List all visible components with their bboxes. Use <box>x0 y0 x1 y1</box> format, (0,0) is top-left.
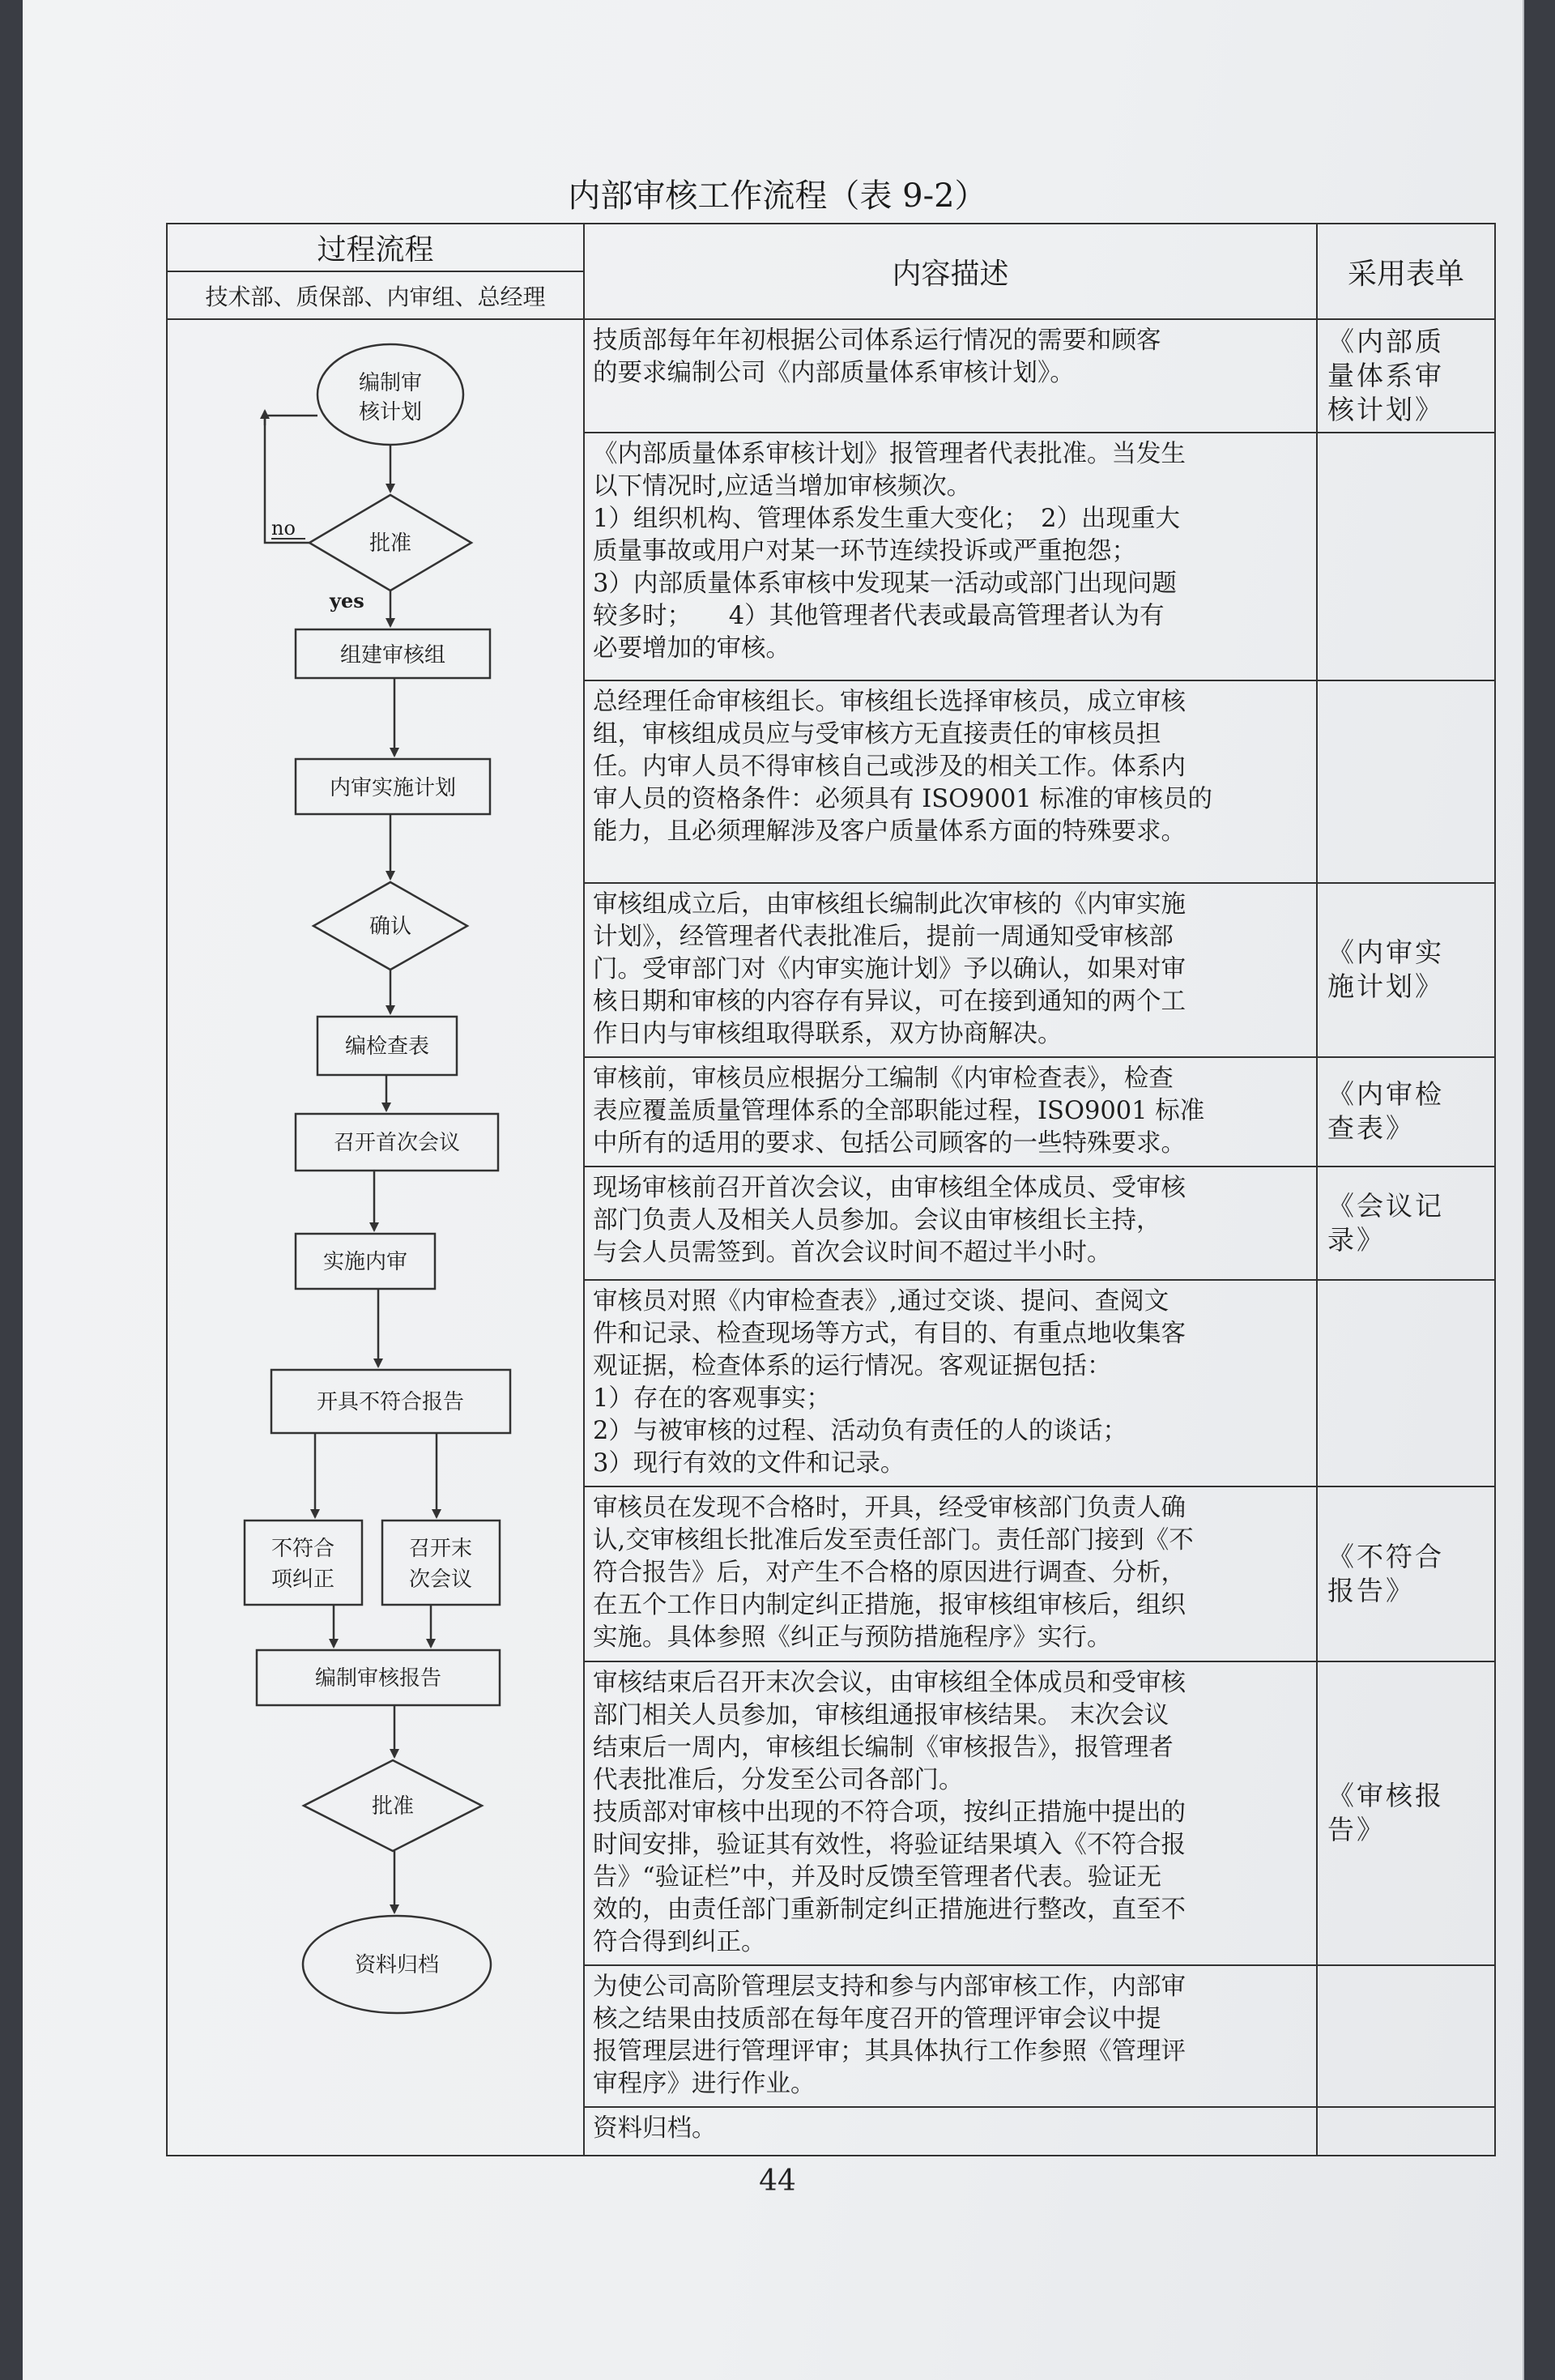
description-row-1: 技质部每年年初根据公司体系运行情况的需要和顾客 的要求编制公司《内部质量体系审核计划》。 <box>584 319 1317 433</box>
header-description: 内容描述 <box>584 224 1317 319</box>
header-departments: 技术部、质保部、内审组、总经理 <box>167 271 584 319</box>
form-row-1: 《内部质 量体系审 核计划》 <box>1317 319 1495 433</box>
flowchart-cell <box>167 319 584 2156</box>
plan-label-1: 编制审 <box>358 371 423 395</box>
checklist-label: 编检查表 <box>344 1034 430 1059</box>
description-row-5: 审核前，审核员应根据分工编制《内审检查表》，检查 表应覆盖质量管理体系的全部职能过程，ISO9001 标准 中所有的适用的要求、包括公司顾客的一些特殊要求。 <box>584 1057 1317 1167</box>
form-team-label: 组建审核组 <box>339 643 446 668</box>
closing-meeting-label-1: 召开末 <box>408 1537 473 1561</box>
description-row-3: 总经理任命审核组长。审核组长选择审核员，成立审核 组，审核组成员应与受审核方无直接责任的审核员担 任。内审人员不得审核自己或涉及的相关工作。体系内 审人员的资格条件：必须具有 ISO9001 标准的审核员的 能力，且必须理解涉及客户质量体系方面的特殊要求。 <box>584 680 1317 883</box>
audit-report-label: 编制审核报告 <box>314 1666 442 1691</box>
description-row-7: 审核员对照《内审检查表》,通过交谈、提问、查阅文 件和记录、检查现场等方式，有目的、有重点地收集客 观证据，检查体系的运行情况。客观证据包括： 1）存在的客观事实； 2）与被审核的过程、活动负有责任的人的谈话； 3）现行有效的文件和记录。 <box>584 1280 1317 1486</box>
form-row-9: 《审核报 告》 <box>1317 1661 1495 1965</box>
description-row-6: 现场审核前召开首次会议，由审核组全体成员、受审核 部门负责人及相关人员参加。会议由审核组长主持， 与会人员需签到。首次会议时间不超过半小时。 <box>584 1167 1317 1280</box>
no-label: no <box>271 517 296 540</box>
description-row-11: 资料归档。 <box>584 2107 1317 2156</box>
plan-label-2: 核计划 <box>358 400 423 424</box>
implement-plan-label: 内审实施计划 <box>329 776 457 800</box>
header-forms: 采用表单 <box>1317 224 1495 319</box>
archive-label: 资料归档 <box>354 1953 440 1977</box>
form-row-10 <box>1317 1965 1495 2107</box>
header-process-flow: 过程流程 <box>167 224 584 271</box>
page-title: 内部审核工作流程（表 9-2） <box>568 177 987 215</box>
description-row-10: 为使公司高阶管理层支持和参与内部审核工作，内部审 核之结果由技质部在每年度召开的管理评审会议中提 报管理层进行管理评审；其具体执行工作参照《管理评 审程序》进行作业。 <box>584 1965 1317 2107</box>
form-row-7 <box>1317 1280 1495 1486</box>
description-row-2: 《内部质量体系审核计划》报管理者代表批准。当发生 以下情况时,应适当增加审核频次。 1）组织机构、管理体系发生重大变化； 2）出现重大 质量事故或用户对某一环节连续投诉或严重抱怨； 3）内部质量体系审核中发现某一活动或部门出现问题 较多时； 4）其他管理者代表或最高管理者认为有 必要增加的审核。 <box>584 433 1317 680</box>
form-row-5: 《内审检 查表》 <box>1317 1057 1495 1167</box>
description-row-9: 审核结束后召开末次会议，由审核组全体成员和受审核 部门相关人员参加，审核组通报审核结果。 末次会议 结束后一周内，审核组长编制《审核报告》，报管理者 代表批准后，分发至公司各部门。 技质部对审核中出现的不符合项，按纠正措施中提出的 时间安排，验证其有效性，将验证结果填入《不符合报 告》“验证栏”中，并及时反馈至管理者代表。验证无 效的，由责任部门重新制定纠正措施进行整改，直至不 符合得到纠正。 <box>584 1661 1317 1965</box>
form-row-6: 《会议记 录》 <box>1317 1167 1495 1280</box>
audit-process-table <box>166 223 1496 2156</box>
flowchart <box>168 320 585 2155</box>
nc-correction-label-2: 项纠正 <box>271 1567 335 1592</box>
form-row-4: 《内审实 施计划》 <box>1317 883 1495 1056</box>
description-row-8: 审核员在发现不合格时，开具，经受审核部门负责人确 认,交审核组长批准后发至责任部门。责任部门接到《不 符合报告》后，对产生不合格的原因进行调查、分析， 在五个工作日内制定纠正措施，报审核组审核后，组织 实施。具体参照《纠正与预防措施程序》实行。 <box>584 1486 1317 1661</box>
form-row-8: 《不符合 报告》 <box>1317 1486 1495 1661</box>
approve2-label: 批准 <box>371 1794 415 1819</box>
description-row-4: 审核组成立后，由审核组长编制此次审核的《内审实施 计划》，经管理者代表批准后，提前一周通知受审核部 门。受审部门对《内审实施计划》予以确认，如果对审 核日期和审核的内容存有异议，可在接到通知的两个工 作日内与审核组取得联系，双方协商解决。 <box>584 883 1317 1056</box>
nc-correction-label-1: 不符合 <box>271 1537 335 1561</box>
form-row-2 <box>1317 433 1495 680</box>
form-row-11 <box>1317 2107 1495 2156</box>
nc-correction-node <box>245 1521 362 1605</box>
form-row-3 <box>1317 680 1495 883</box>
yes-label: yes <box>330 589 364 612</box>
closing-meeting-label-2: 次会议 <box>408 1567 473 1592</box>
closing-meeting-node <box>382 1521 500 1605</box>
page-number: 44 <box>759 2165 796 2198</box>
conduct-audit-label: 实施内审 <box>322 1250 408 1274</box>
approve1-label: 批准 <box>369 531 412 556</box>
nc-report-label: 开具不符合报告 <box>316 1390 465 1414</box>
confirm-label: 确认 <box>369 915 412 939</box>
first-meeting-label: 召开首次会议 <box>333 1131 461 1155</box>
